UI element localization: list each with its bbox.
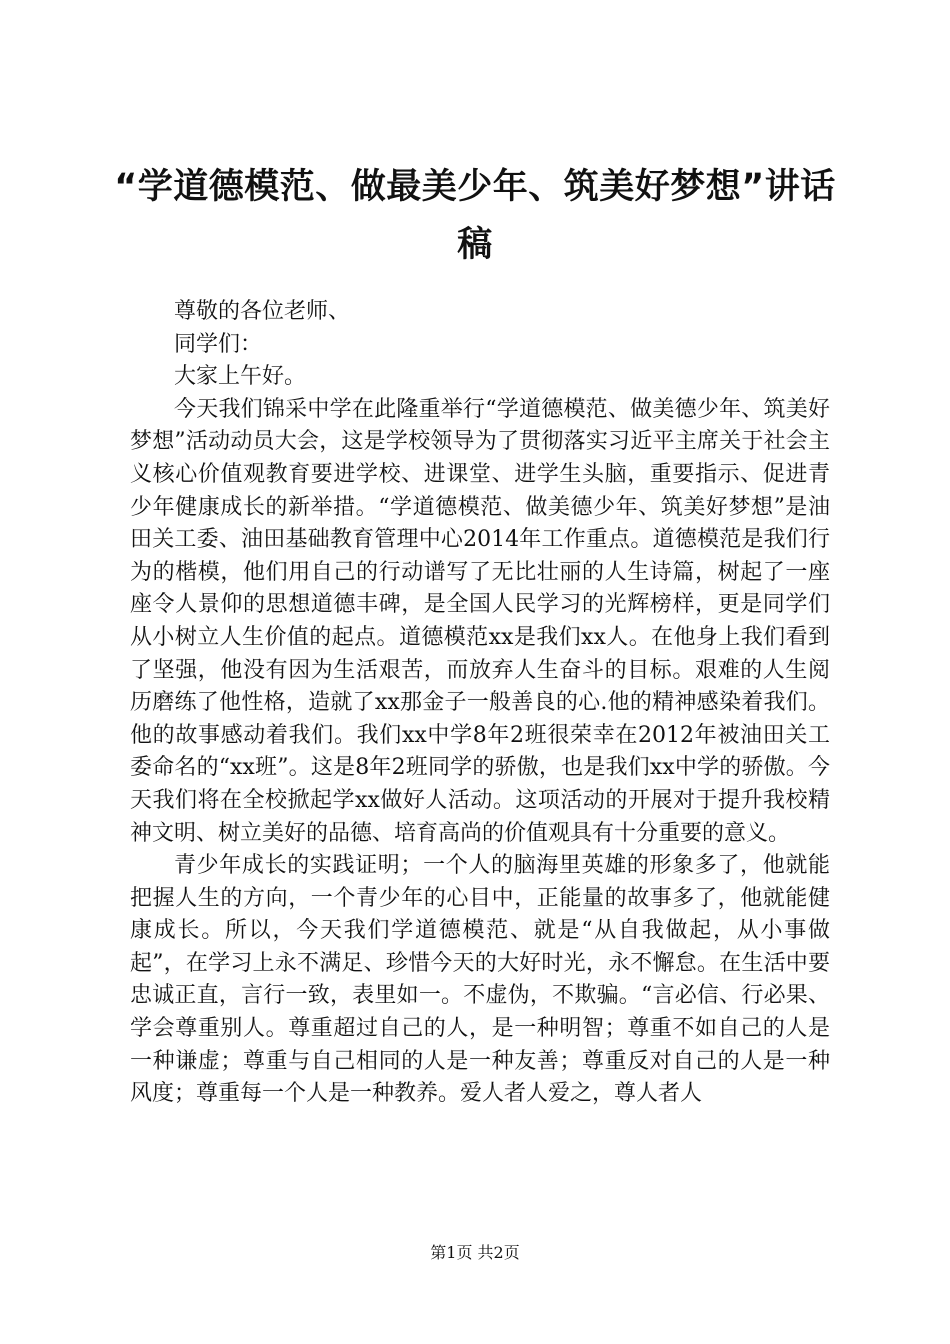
document-title: “学道德模范、做最美少年、筑美好梦想”讲话稿 — [114, 167, 836, 265]
paragraph-2: 青少年成长的实践证明；一个人的脑海里英雄的形象多了，他就能把握人生的方向，一个青少年的心目中，正能量的故事多了，他就能健康成长。所以，今天我们学道德模范、就是“从自我做起，从小事做起”，在学习上永不满足、珍惜今天的大好时光，永不懈怠。在生活中要忠诚正直，言行一致，表里如一。不虚伪，不欺骗。“言必信、行必果、学会尊重别人。尊重超过自己的人，是一种明智；尊重不如自己的人是一种谦虚；尊重与自己相同的人是一种友善；尊重反对自己的人是一种风度；尊重每一个人是一种教养。爱人者人爱之，尊人者人 — [130, 853, 830, 1107]
salutation-line-1: 尊敬的各位老师、 — [174, 299, 351, 324]
page-footer: 第1页 共2页 — [430, 1243, 520, 1262]
document-body — [130, 296, 830, 1111]
paragraph-1: 今天我们锦采中学在此隆重举行“学道德模范、做美德少年、筑美好梦想”活动动员大会，这是学校领导为了贯彻落实习近平主席关于社会主义核心价值观教育要进学校、进课堂、进学生头脑，重要指示、促进青少年健康成长的新举措。“学道德模范、做美德少年、筑美好梦想”是油田关工委、油田基础教育管理中心2014年工作重点。道德模范是我们行为的楷模，他们用自己的行动谱写了无比壮丽的人生诗篇，树起了一座座令人景仰的思想道德丰碑，是全国人民学习的光辉榜样，更是同学们从小树立人生价值的起点。道德模范xx是我们xx人。在他身上我们看到了坚强，他没有因为生活艰苦，而放弃人生奋斗的目标。艰难的人生阅历磨练了他性格，造就了xx那金子一般善良的心.他的精神感染着我们。他的故事感动着我们。我们xx中学8年2班很荣幸在2012年被油田关工委命名的“xx班”。这是8年2班同学的骄傲，也是我们xx中学的骄傲。今天我们将在全校掀起学xx做好人活动。这项活动的开展对于提升我校精神文明、树立美好的品德、培育高尚的价值观具有十分重要的意义。 — [130, 396, 830, 846]
greeting-line: 大家上午好。 — [174, 364, 307, 390]
salutation-line-2: 同学们： — [174, 331, 263, 357]
